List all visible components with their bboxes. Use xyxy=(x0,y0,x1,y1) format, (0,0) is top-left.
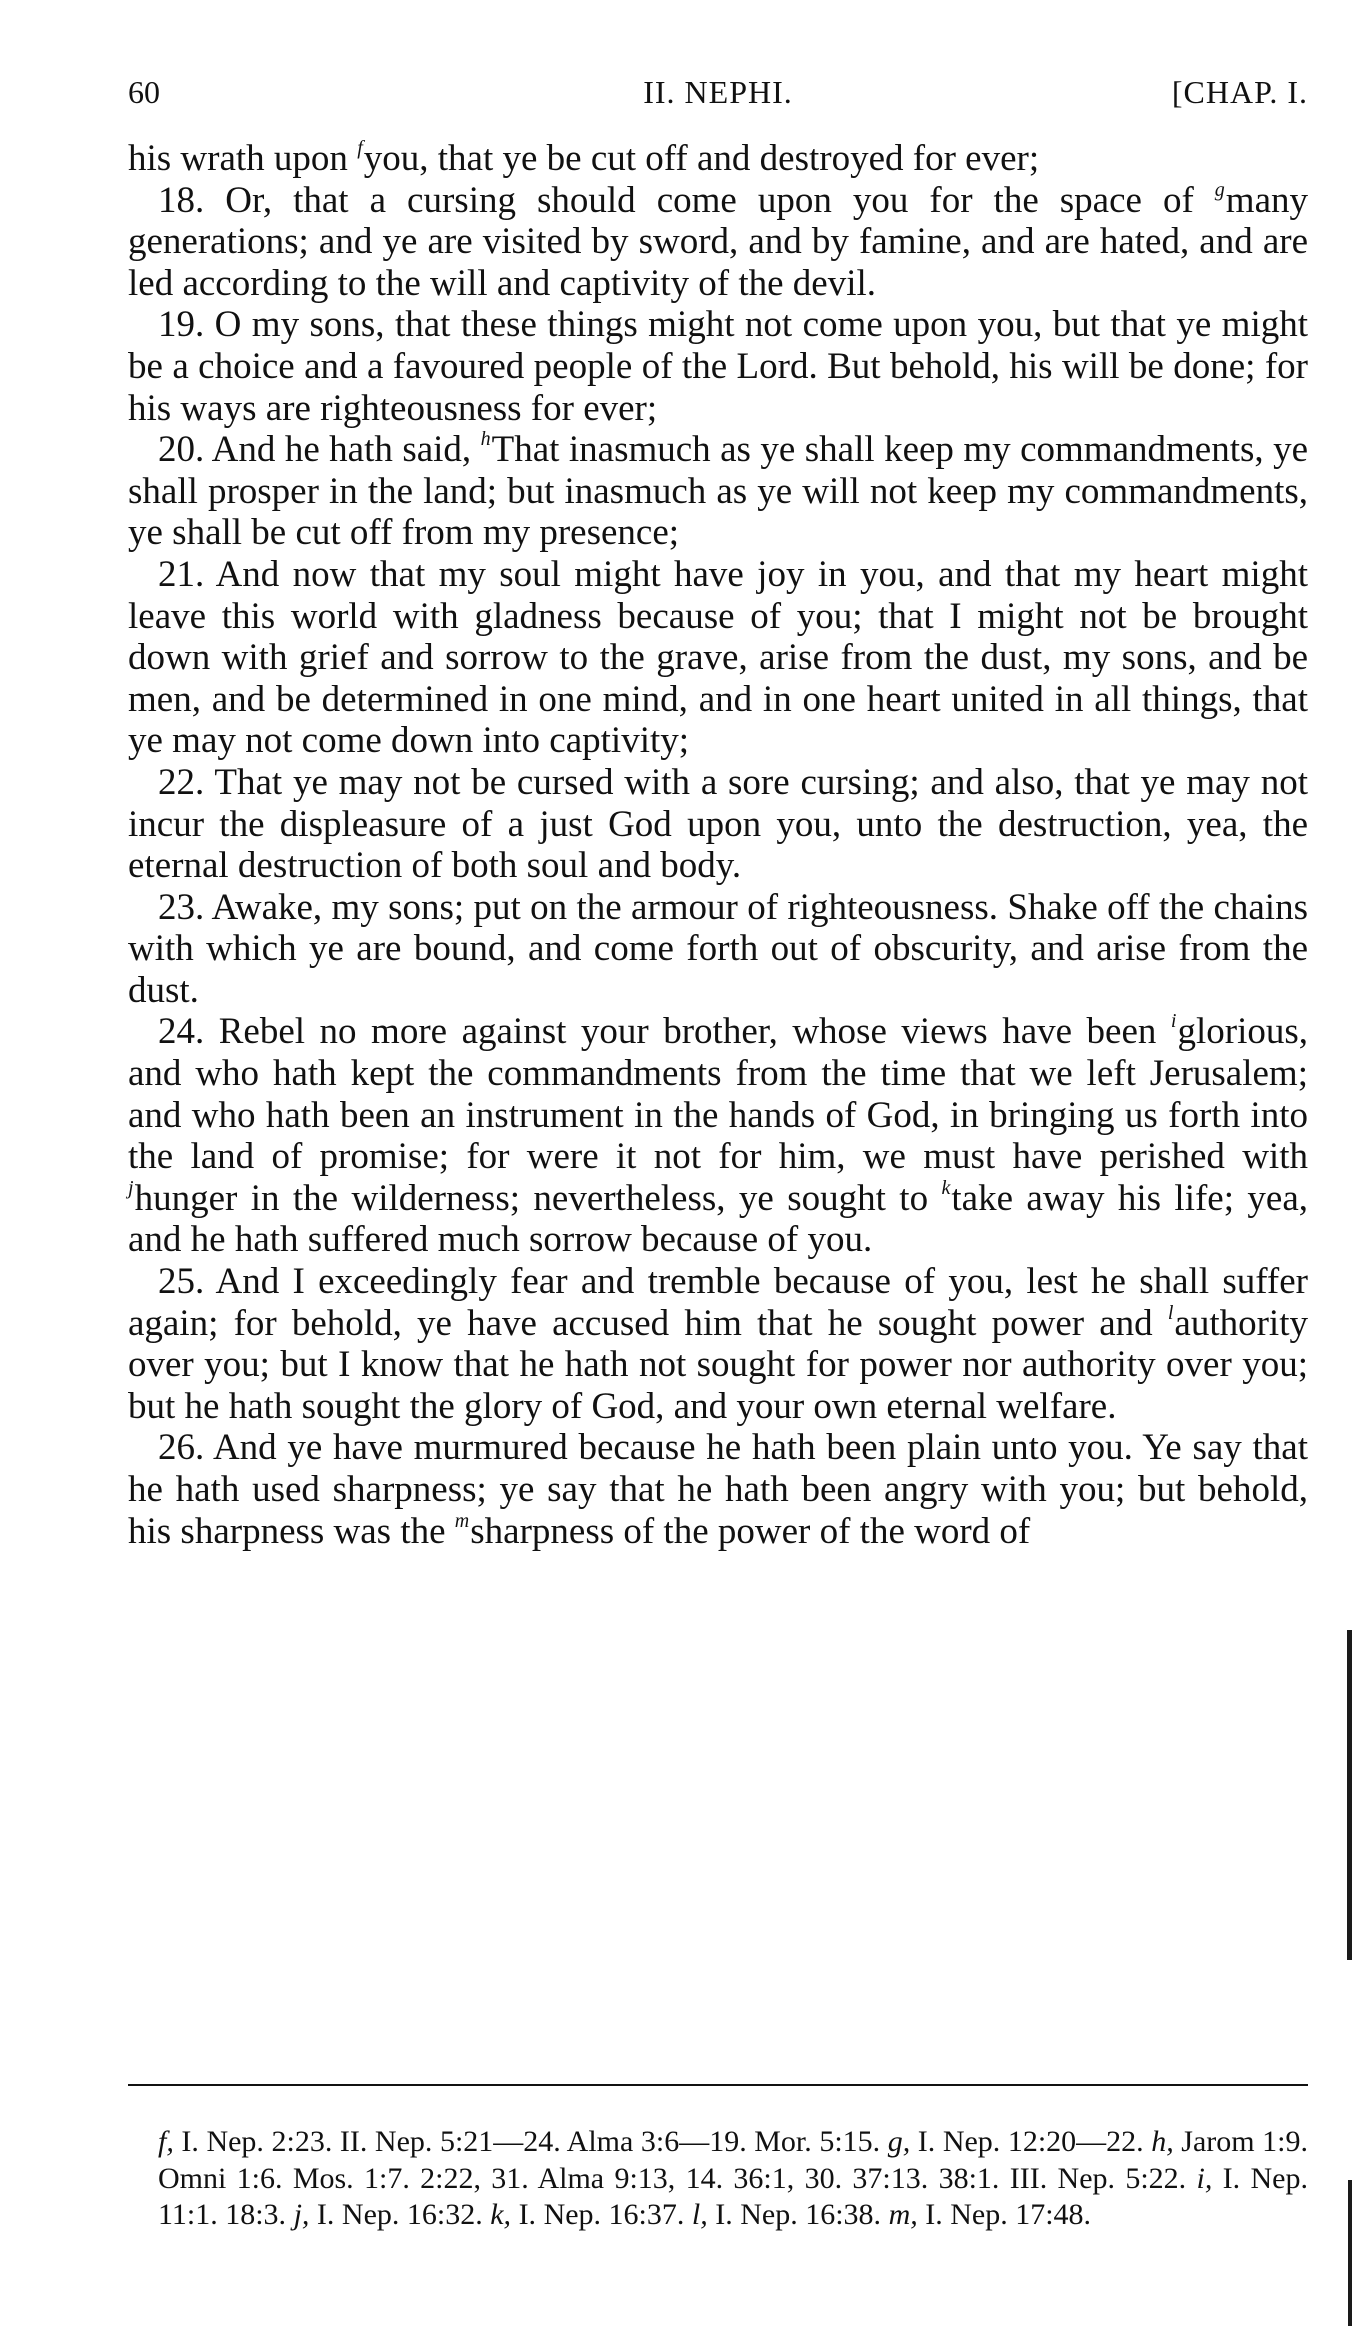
running-title: II. NEPHI. xyxy=(643,74,793,110)
verse-25: 25. And I exceedingly fear and tremble because of you, lest he shall suffer again; for behold, ye have accused him that he sought power and $^l$authority over you; but I know that he hath not sought for power nor authority over you; but he hath sought the glory of God, and your own eternal welfare. xyxy=(128,1261,1308,1427)
verse-19: 19. O my sons, that these things might not come upon you, but that ye might be a choice and a favoured people of the Lord. But behold, his will be done; for his ways are righteousness for ever; xyxy=(128,304,1308,429)
footnote-marker-f: f xyxy=(357,137,363,159)
scan-edge-shadow xyxy=(1347,1630,1352,1960)
scan-edge-shadow-lower xyxy=(1348,2180,1352,2326)
verse-17-continuation: his wrath upon $^f$you, that ye be cut off and destroyed for ever; xyxy=(128,137,1040,179)
verse-26: 26. And ye have murmured because he hath been plain unto you. Ye say that he hath used sharpness; ye say that he hath been angry with you; but behold, his sharpness was the $^m$sharpness of the power of the word of xyxy=(128,1427,1308,1552)
footnote-divider xyxy=(128,2084,1308,2086)
verse-21: 21. And now that my soul might have joy in you, and that my heart might leave this world with gladness because of you; that I might not be brought down with grief and sorrow to the grave, arise from the dust, my sons, and be men, and be determined in one mind, and in one heart united in all things, that ye may not come down into captivity; xyxy=(128,553,1308,762)
verse-24: 24. Rebel no more against your brother, whose views have been $^i$glorious, and who hath kept the commandments from the time that we left Jerusalem; and who hath been an instrument in the hands of God, in bringing us forth into the land of promise; for were it not for him, we must have perished with $^j$hunger in the wilderness; nevertheless, ye sought to $^k$take away his life; yea, and he hath suffered much sorrow because of you. xyxy=(128,1010,1309,1261)
footnote-ref-i: i, xyxy=(1196,2161,1213,2195)
footnote-ref-k: k, xyxy=(490,2198,512,2231)
footnote-marker-l: l xyxy=(1167,1301,1174,1324)
footnote-block: f, I. Nep. 2:23. II. Nep. 5:21—24. Alma 3:6—19. Mor. 5:15. g, I. Nep. 12:20—22. h, Jarom 1:9. Omni 1:6. Mos. 1:7. 2:22, 31. Alma 9:13, 14. 36:1, 30. 37:13. 38:1. III. Nep. 5:22. i, I. Nep. 11:1. 18:3. j, I. Nep. 16:32. k, I. Nep. 16:37. l, I. Nep. 16:38. m, I. Nep. 17:48. xyxy=(158,2125,1308,2231)
footnote-marker-k: k xyxy=(941,1176,951,1199)
verse-23: 23. Awake, my sons; put on the armour of righteousness. Shake off the chains with which ye are bound, and come forth out of obscurity, and arise from the dust. xyxy=(128,886,1308,1011)
footnote-marker-j: j xyxy=(128,1176,134,1199)
verse-18: 18. Or, that a cursing should come upon you for the space of $^g$many generations; and ye are visited by sword, and by famine, and are hated, and are led according to the will and captivity of the devil. xyxy=(128,178,1308,304)
footnote-ref-j: j, xyxy=(293,2198,310,2231)
chapter-marker: [CHAP. I. xyxy=(1171,74,1308,110)
page-number: 60 xyxy=(128,74,160,110)
footnote-marker-m: m xyxy=(454,1509,470,1532)
footnote-ref-l: l, xyxy=(691,2198,708,2231)
footnote-ref-g: g, xyxy=(887,2125,911,2158)
footnote-marker-i: i xyxy=(1170,1010,1177,1033)
footnote-ref-f: f, xyxy=(158,2125,174,2158)
verse-20: 20. And he hath said, $^h$That inasmuch as ye shall keep my commandments, ye shall prosper in the land; but inasmuch as ye will not keep my commandments, ye shall be cut off from my presence; xyxy=(128,428,1308,554)
footnotes xyxy=(158,2124,1308,2234)
footnote-ref-h: h, xyxy=(1151,2125,1174,2158)
footnote-marker-g: g xyxy=(1214,178,1225,201)
footnote-ref-m: m, xyxy=(888,2198,918,2231)
page-header xyxy=(128,72,1308,112)
footnote-marker-h: h xyxy=(480,428,491,451)
body-text xyxy=(128,138,1308,1552)
verse-22: 22. That ye may not be cursed with a sore cursing; and also, that ye may not incur the displeasure of a just God upon you, unto the destruction, yea, the eternal destruction of both soul and body. xyxy=(128,761,1308,887)
